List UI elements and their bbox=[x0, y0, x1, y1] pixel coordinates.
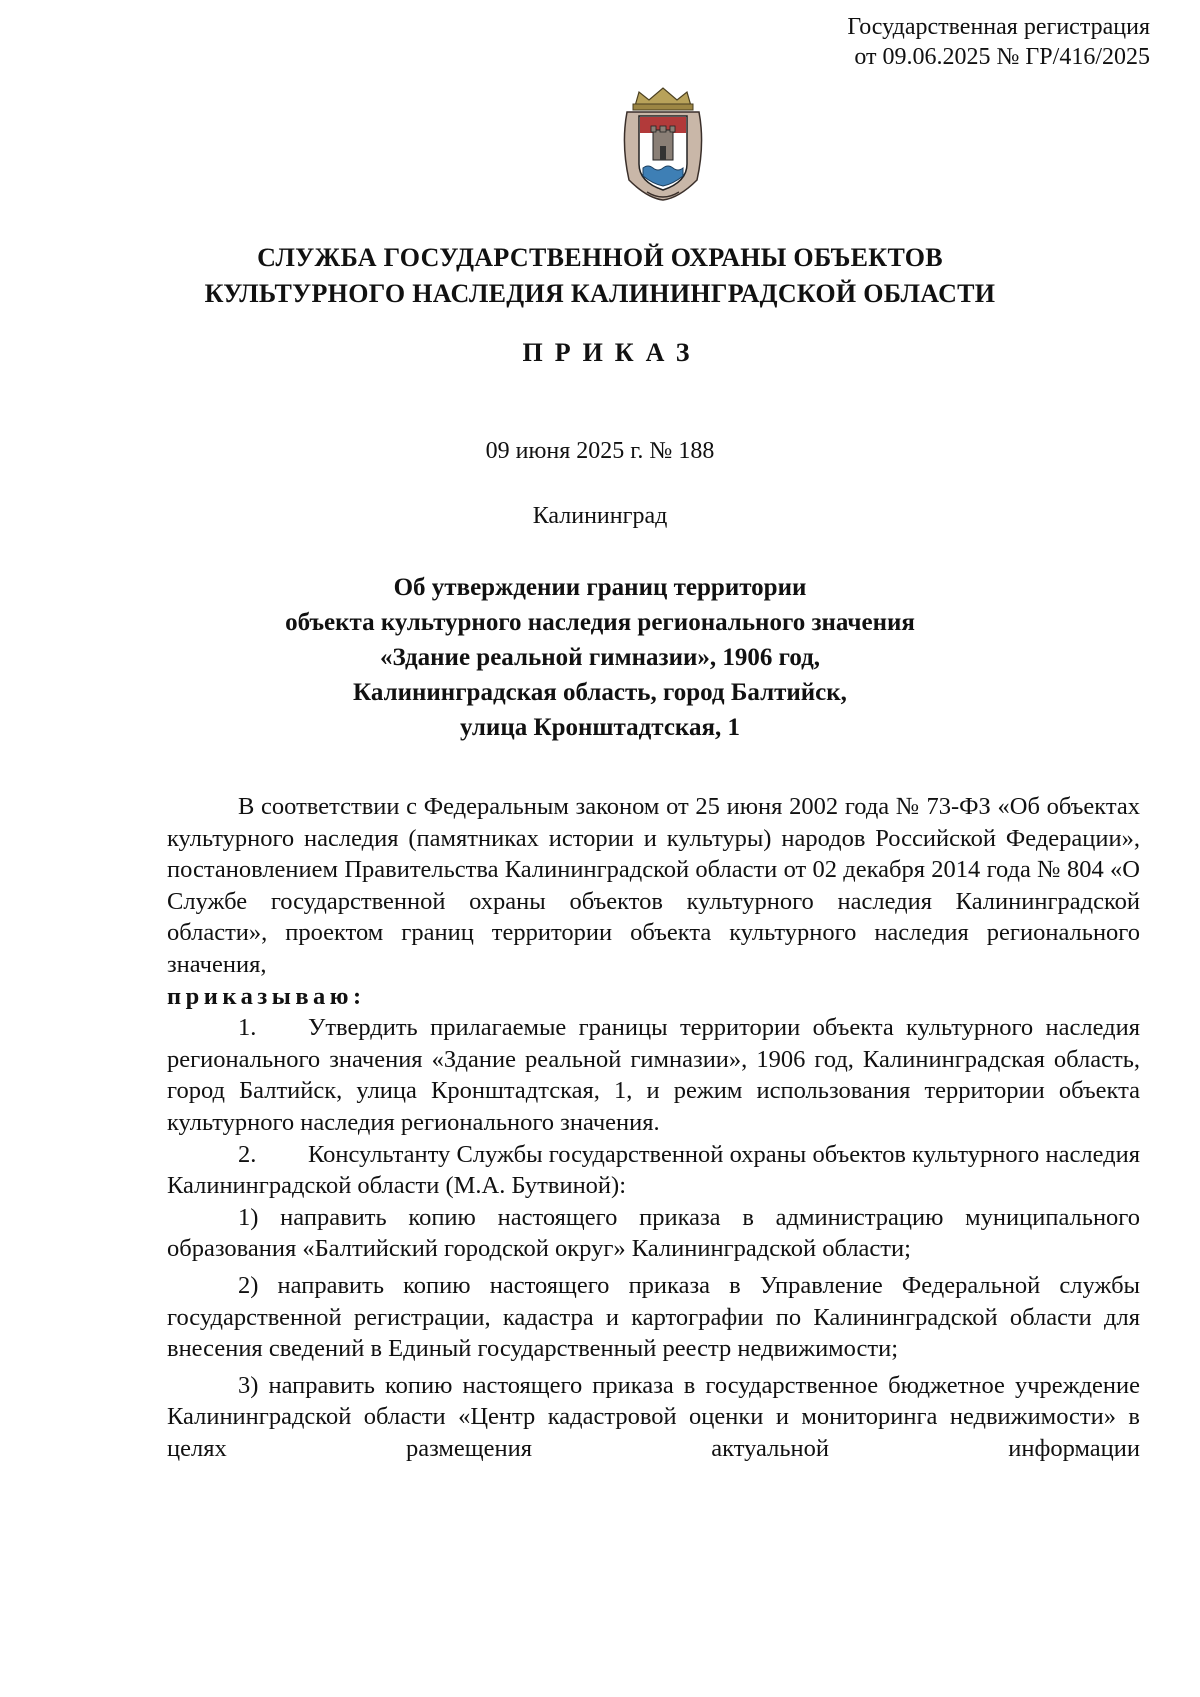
organization-name-line-2: КУЛЬТУРНОГО НАСЛЕДИЯ КАЛИНИНГРАДСКОЙ ОБЛАСТИ bbox=[204, 279, 996, 308]
registration-stamp bbox=[730, 12, 1150, 72]
preamble-text: В соответствии с Федеральным законом от 25 июня 2002 года № 73-ФЗ «Об объектах культурного наследия (памятниках истории и культуры) народов Российской Федерации», постановлением Правительства Калининградской области от 02 декабря 2014 года № 804 «О Службе государственной охраны объектов культурного наследия Калининградской области», проектом границ территории объекта культурного наследия регионального значения, bbox=[167, 793, 1140, 978]
document-title-line-5: улица Кронштадтская, 1 bbox=[460, 714, 740, 741]
registration-line-1: Государственная регистрация bbox=[847, 14, 1150, 40]
subitem-3-text: 3) направить копию настоящего приказа в государственное бюджетное учреждение Калининградской области «Центр кадастровой оценки и мониторинга недвижимости» в целях размещения актуальной информации bbox=[167, 1371, 1140, 1462]
document-date-number: 09 июня 2025 г. № 188 bbox=[485, 438, 715, 464]
document-title-line-2: объекта культурного наследия регионального значения bbox=[285, 609, 915, 636]
subitem-2-text: 2) направить копию настоящего приказа в Управление Федеральной службы государственной регистрации, кадастра и картографии по Калининградской области для внесения сведений в Единый государственный реестр недвижимости; bbox=[167, 1271, 1140, 1363]
item-1-number: 1. bbox=[238, 1014, 257, 1042]
document-title-line-1: Об утверждении границ территории bbox=[393, 574, 807, 601]
subitem-1-text: 1) направить копию настоящего приказа в администрацию муниципального образования «Балтийский городской округ» Калининградской области; bbox=[167, 1203, 1140, 1263]
item-2-paragraph bbox=[167, 1139, 1140, 1202]
subitem-3-paragraph bbox=[167, 1370, 1140, 1465]
organization-name-line-1: СЛУЖБА ГОСУДАРСТВЕННОЙ ОХРАНЫ ОБЪЕКТОВ bbox=[257, 243, 943, 272]
document-city: Калининград bbox=[532, 503, 668, 529]
item-2-number: 2. bbox=[238, 1140, 257, 1168]
document-type: ПРИКАЗ bbox=[522, 338, 702, 367]
document-title-line-4: Калининградская область, город Балтийск, bbox=[353, 679, 847, 706]
item-1-paragraph bbox=[167, 1012, 1140, 1138]
preamble-paragraph bbox=[167, 791, 1140, 981]
document-title-line-3: «Здание реальной гимназии», 1906 год, bbox=[379, 644, 821, 671]
subitem-1-paragraph bbox=[167, 1202, 1140, 1265]
item-1-text: Утвердить прилагаемые границы территории объекта культурного наследия регионального значения «Здание реальной гимназии», 1906 год, Калининградская область, город Балтийск, улица Кронштадтская, 1, и режим использования территории объекта культурного наследия регионального значения. bbox=[167, 1014, 1140, 1136]
document-body bbox=[167, 791, 1140, 1464]
organization-name bbox=[0, 240, 1200, 312]
subitem-2-paragraph bbox=[167, 1270, 1140, 1365]
document-title bbox=[0, 570, 1200, 745]
order-word-paragraph bbox=[167, 981, 1140, 1013]
item-2-text: Консультанту Службы государственной охраны объектов культурного наследия Калининградской области (М.А. Бутвиной): bbox=[167, 1140, 1140, 1200]
kaliningrad-coat-of-arms-icon bbox=[617, 84, 709, 202]
registration-line-2: от 09.06.2025 № ГР/416/2025 bbox=[854, 44, 1150, 70]
order-word: приказываю: bbox=[167, 982, 366, 1010]
